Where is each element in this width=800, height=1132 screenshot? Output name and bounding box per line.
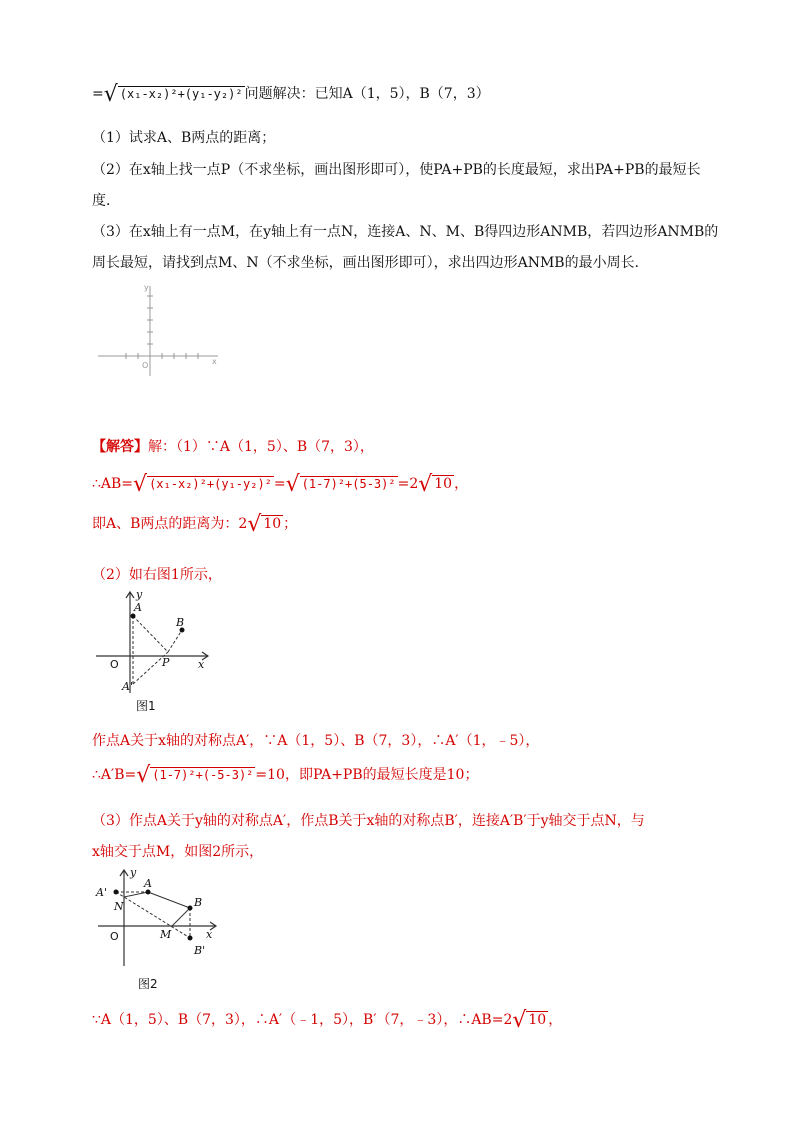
problem-statement: 问题解决：已知A（1，5），B（7，3） [244,86,490,102]
figure-2 [92,866,222,970]
question-3-line-2: 周长最短，请找到点M、N（不求坐标，画出图形即可），求出四边形ANMB的最小周长． [92,255,649,271]
radicand-ten-3: 10 [528,1012,547,1028]
radicand-ten: 10 [434,476,453,492]
a-prime-b-lead: ∴A′B= [92,767,137,783]
fig2-origin: O [110,930,119,943]
question-2-line-1: （2）在x轴上找一点P（不求坐标，画出图形即可），使PA+PB的长度最短，求出PA+PB的最短长 [92,162,701,178]
answer-3-line-1: （3）作点A关于y轴的对称点A′，作点B关于x轴的对称点B′，连接A′B′于y轴交于点N，与 [92,813,645,829]
fig2-point-a: A [144,877,152,890]
figure-1 [96,588,216,698]
sqrt-ten-2: √ 10 [247,512,282,537]
fig2-point-n: N [114,900,124,913]
answer-2-line-1: 作点A关于x轴的对称点A′，∵A（1，5）、B（7，3），∴A′（1，﹣5）， [92,733,540,749]
y-axis-label: y [144,283,149,292]
answer-1-header [92,437,374,457]
distance-formula: √ (x₁-x₂)²+(y₁-y₂)² [103,82,243,107]
radicand-numeric: (1-7)²+(5-3)² [301,477,396,491]
sqrt-ten-3: √ 10 [512,1008,547,1033]
formula-line [92,84,490,105]
fig1-point-p: P [162,656,170,669]
blank-axes-figure [98,282,222,378]
x-axis-label: x [212,357,217,366]
radicand: (x₁-x₂)²+(y₁-y₂)² [119,87,243,101]
equals-3: =2 [397,476,419,492]
origin-label: O [142,361,149,370]
equals-2: = [273,476,286,492]
fig1-point-b: B [176,616,185,629]
fig1-x-label: x [198,658,205,671]
answer-1-conclusion [92,514,297,535]
fig1-point-a-prime: A' [122,680,133,693]
answer-2-line-2 [92,765,478,786]
comma: ， [454,476,469,492]
fig2-point-b-prime: B' [194,944,206,957]
fig2-point-b: B [194,896,203,909]
question-3-line-1: （3）在x轴上有一点M，在y轴上有一点N，连接A、N、M、B得四边形ANMB，若四边形ANMB的 [92,224,719,240]
sqrt-ten: √ 10 [418,472,453,497]
radicand-general: (x₁-x₂)²+(y₁-y₂)² [149,477,272,491]
fig1-origin: O [110,658,119,671]
sqrt-a-prime-b: √ (1-7)²+(-5-3)² [136,763,254,788]
question-1: （1）试求A、B两点的距离； [92,130,276,146]
answer-1-equation [92,474,468,495]
fig1-point-a: A [134,601,142,614]
radicand-ten-2: 10 [263,516,282,532]
answer-2-result: =10，即PA+PB的最短长度是10； [255,767,479,783]
question-2-line-2: 度． [92,193,120,209]
figure-1-caption: 图1 [136,699,156,713]
fig2-point-a-prime: A' [96,886,107,899]
sqrt-general: √ (x₁-x₂)²+(y₁-y₂)² [133,472,272,497]
ab-lead: ∴AB= [92,476,134,492]
answer-3-line-2: x轴交于点M，如图2所示， [92,844,264,860]
fig2-x-label: x [206,928,213,941]
answer-1-given: 解：（1）∵A（1，5）、B（7，3）， [148,439,374,455]
fig2-y-label: y [130,866,137,879]
equals-sign: = [92,86,104,102]
answer-3-line-3 [92,1010,562,1031]
answer-label: 【解答】 [92,439,148,455]
answer-3-coordinates: ∵A（1，5）、B（7，3），∴A′（﹣1，5），B′（7，﹣3），∴AB=2 [92,1012,513,1028]
radicand-a-prime-b: (1-7)²+(-5-3)² [152,768,254,782]
fig1-y-label: y [136,588,143,601]
fig2-point-m: M [160,928,172,941]
answer-2-header: （2）如右图1所示， [92,567,222,583]
sqrt-numeric: √ (1-7)²+(5-3)² [285,472,396,497]
comma-end: ， [548,1012,563,1028]
conclusion-text: 即A、B两点的距离为：2 [92,516,248,532]
semicolon: ； [283,516,298,532]
figure-2-caption: 图2 [138,977,158,991]
